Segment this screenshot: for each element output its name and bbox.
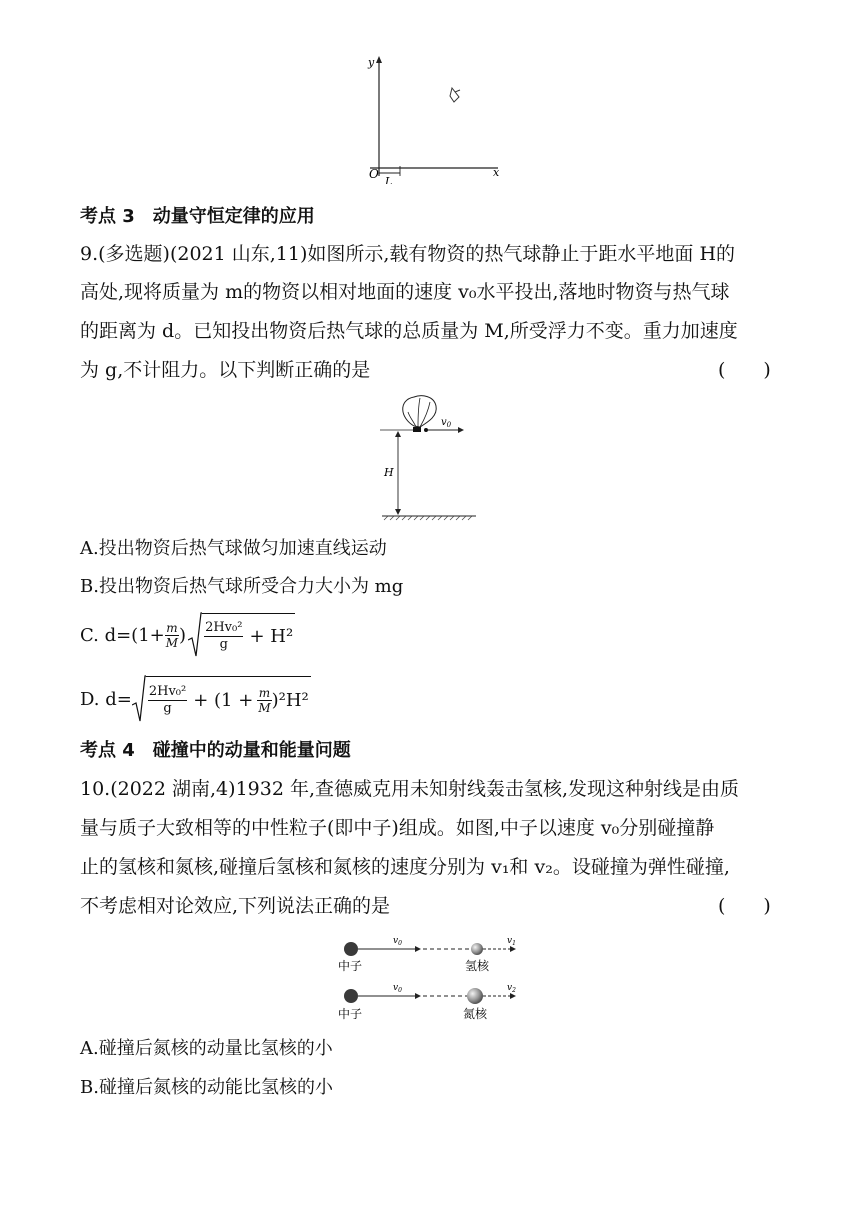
v1-label: $v_1$ — [507, 936, 516, 947]
section-4-title: 考点 4 碰撞中的动量和能量问题 — [80, 740, 351, 761]
neutron-ball-1 — [344, 942, 358, 956]
option-c-prefix: C. d=(1+ — [80, 624, 165, 646]
coordinate-figure — [360, 52, 510, 184]
q9-line-4: 为 g,不计阻力。以下判断正确的是 — [80, 359, 371, 381]
q9-line-1: 9.(多选题)(2021 山东,11)如图所示,载有物资的热气球静止于距水平地面 H的 — [80, 243, 736, 265]
neutron-label-2: 中子 — [338, 1007, 363, 1021]
hydrogen-ball — [471, 943, 483, 955]
nitrogen-label: 氮核 — [463, 1007, 488, 1021]
neutron-ball-2 — [344, 989, 358, 1003]
q10-answer-paren: ( ) — [718, 895, 771, 917]
y-label: y — [368, 56, 375, 69]
q10-line-1: 10.(2022 湖南,4)1932 年,查德威克用未知射线轰击氢核,发现这种射线是由质 — [80, 778, 740, 800]
length-label: L — [385, 175, 393, 184]
option-c-fraction: $\frac{m}{M}$ — [165, 620, 179, 650]
x-label: x — [493, 166, 500, 179]
option-c-radical: $\frac{\text{2Hv₀²}}{g}$ + H² — [188, 612, 295, 658]
cargo-dot — [424, 428, 428, 432]
velocity-label: $v_0$ — [441, 417, 452, 429]
q9-line-3: 的距离为 d。已知投出物资后热气球的总质量为 M,所受浮力不变。重力加速度 — [80, 320, 738, 342]
q9-option-a: A.投出物资后热气球做匀加速直线运动 — [80, 538, 387, 559]
option-d-prefix: D. d= — [80, 688, 132, 710]
y-arrow — [376, 56, 382, 63]
basket — [413, 427, 421, 432]
q10-line-2: 量与质子大致相等的中性粒子(即中子)组成。如图,中子以速度 v₀分别碰撞静 — [80, 817, 715, 839]
height-label: H — [384, 466, 394, 479]
neutron-label-1: 中子 — [338, 959, 363, 973]
collision-figure — [335, 928, 525, 1024]
option-d-radical: $\frac{\text{2Hv₀²}}{g}$ + (1 + $\frac{m}{M}$ )²H² — [132, 675, 311, 723]
q10-option-a: A.碰撞后氮核的动量比氢核的小 — [80, 1038, 333, 1059]
origin-label: O — [369, 167, 379, 181]
q9-answer-paren: ( ) — [718, 359, 771, 381]
section-3-title: 考点 3 动量守恒定律的应用 — [80, 206, 315, 227]
q9-option-d — [80, 673, 311, 725]
v0-label-2: $v_0$ — [393, 983, 402, 994]
q9-option-c: C. d=(1+ $\frac{m}{M}$ ) $\frac{\text{2Hv₀²}}{g}$ + H² — [80, 610, 295, 660]
v2-label: $v_2$ — [507, 983, 516, 994]
q9-option-b: B.投出物资后热气球所受合力大小为 mg — [80, 576, 404, 597]
v0-label-1: $v_0$ — [393, 936, 402, 947]
small-sketch-icon — [450, 88, 460, 102]
hydrogen-label: 氢核 — [465, 959, 490, 973]
balloon-figure — [380, 392, 480, 522]
q10-line-4: 不考虑相对论效应,下列说法正确的是 — [80, 895, 391, 917]
q9-line-2: 高处,现将质量为 m的物资以相对地面的速度 v₀水平投出,落地时物资与热气球 — [80, 281, 730, 303]
q10-line-3: 止的氢核和氮核,碰撞后氢核和氮核的速度分别为 v₁和 v₂。设碰撞为弹性碰撞, — [80, 856, 730, 878]
q10-option-b: B.碰撞后氮核的动能比氢核的小 — [80, 1077, 333, 1098]
nitrogen-ball — [467, 988, 483, 1004]
